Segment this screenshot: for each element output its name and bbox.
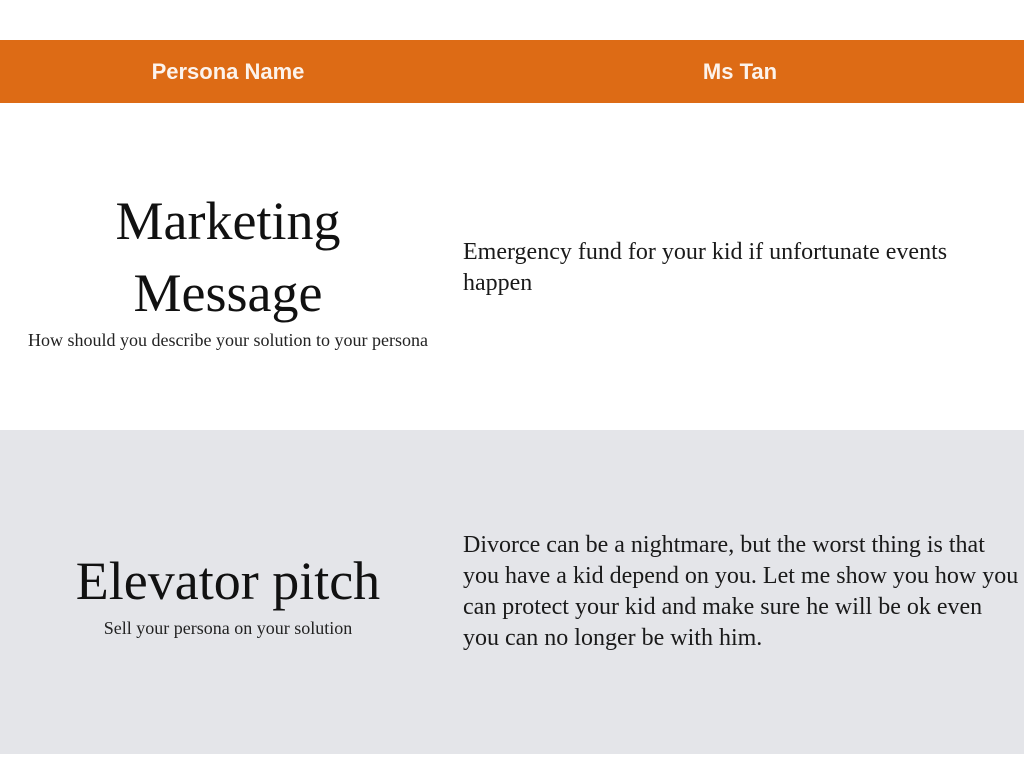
row-title: Elevator pitch bbox=[75, 551, 381, 611]
row-content: Divorce can be a nightmare, but the worst thing is that you have a kid depend on you. Let me show you how you can protect your kid and make sure he will be ok even you can no longer be with him. bbox=[463, 532, 1019, 651]
row-label-cell bbox=[0, 545, 456, 639]
header-persona-value: Ms Tan bbox=[702, 59, 778, 84]
table-header bbox=[0, 40, 1024, 103]
table-row-elevator-pitch bbox=[0, 430, 1024, 754]
row-subtitle: Sell your persona on your solution bbox=[103, 618, 353, 638]
row-content: Emergency fund for your kid if unfortunate events happen bbox=[463, 239, 948, 296]
row-label-cell bbox=[0, 185, 456, 351]
row-title-line-2: Message bbox=[133, 263, 323, 323]
header-persona-name-label: Persona Name bbox=[151, 59, 305, 84]
row-title-line-1: Marketing bbox=[115, 191, 341, 251]
row-subtitle: How should you describe your solution to your persona bbox=[28, 330, 428, 350]
table-row-marketing-message bbox=[0, 103, 1024, 430]
